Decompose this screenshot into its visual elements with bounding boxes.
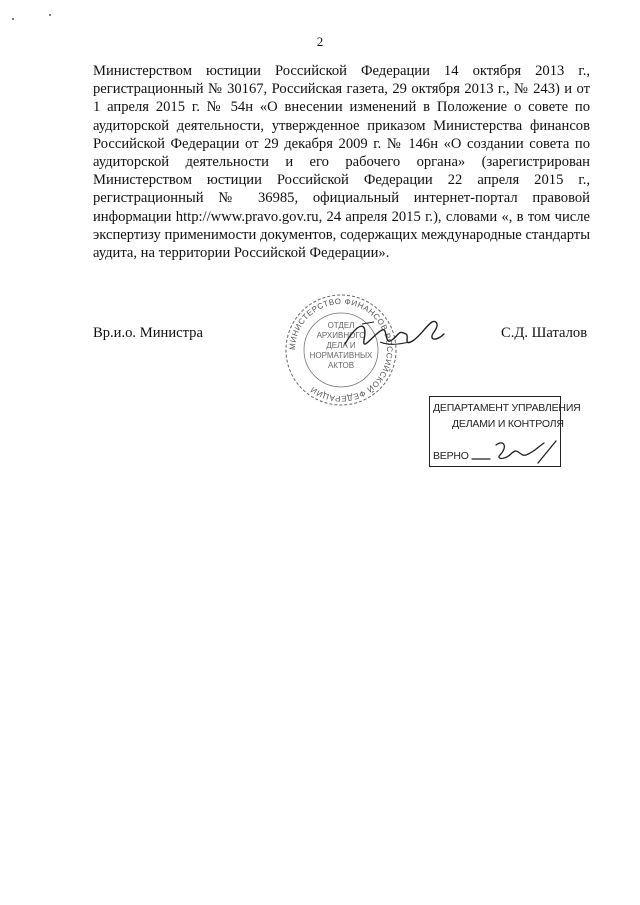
scan-speck (12, 18, 14, 20)
signer-position: Вр.и.о. Министра (93, 325, 203, 341)
seal-inner-text: ОТДЕЛ АРХИВНОГО ДЕЛА И НОРМАТИВНЫХ АКТОВ (309, 321, 373, 370)
page-number: 2 (316, 34, 324, 49)
stamp-department-line1: ДЕПАРТАМЕНТ УПРАВЛЕНИЯ (433, 402, 581, 414)
stamp-department-line2: ДЕЛАМИ И КОНТРОЛЯ (452, 418, 564, 430)
signer-name: С.Д. Шаталов (501, 325, 588, 341)
handwritten-signature (340, 312, 450, 362)
document-body (93, 62, 590, 262)
stamp-signature (468, 437, 560, 465)
seal-outer-text: МИНИСТЕРСТВО ФИНАНСОВ РОССИЙСКОЙ ФЕДЕРАЦИИ (287, 296, 395, 404)
stamp-verno-label: ВЕРНО (433, 450, 469, 462)
body-paragraph: Министерством юстиции Российской Федерации 14 октября 2013 г., регистрационный № 30167, Российская газета, 29 октября 2013 г., № 243) и от 1 апреля 2015 г. № 54н «О внесении изменений в Положение о совете по аудиторской деятельности, утвержденное приказом Министерства финансов Российской Федерации от 29 декабря 2009 г. № 146н «О создании совета по аудиторской деятельности и его рабочего органа» (зарегистрирован Министерством юстиции Российской Федерации 22 апреля 2015 г., регистрационный № 36985, официальный интернет-портал правовой информации http://www.pravo.gov.ru, 24 апреля 2015 г.), словами «, в том числе экспертизу применимости документов, содержащих международные стандарты аудита, на территории Российской Федерации». (93, 63, 590, 262)
scan-speck (49, 14, 51, 16)
certification-stamp (429, 396, 581, 467)
